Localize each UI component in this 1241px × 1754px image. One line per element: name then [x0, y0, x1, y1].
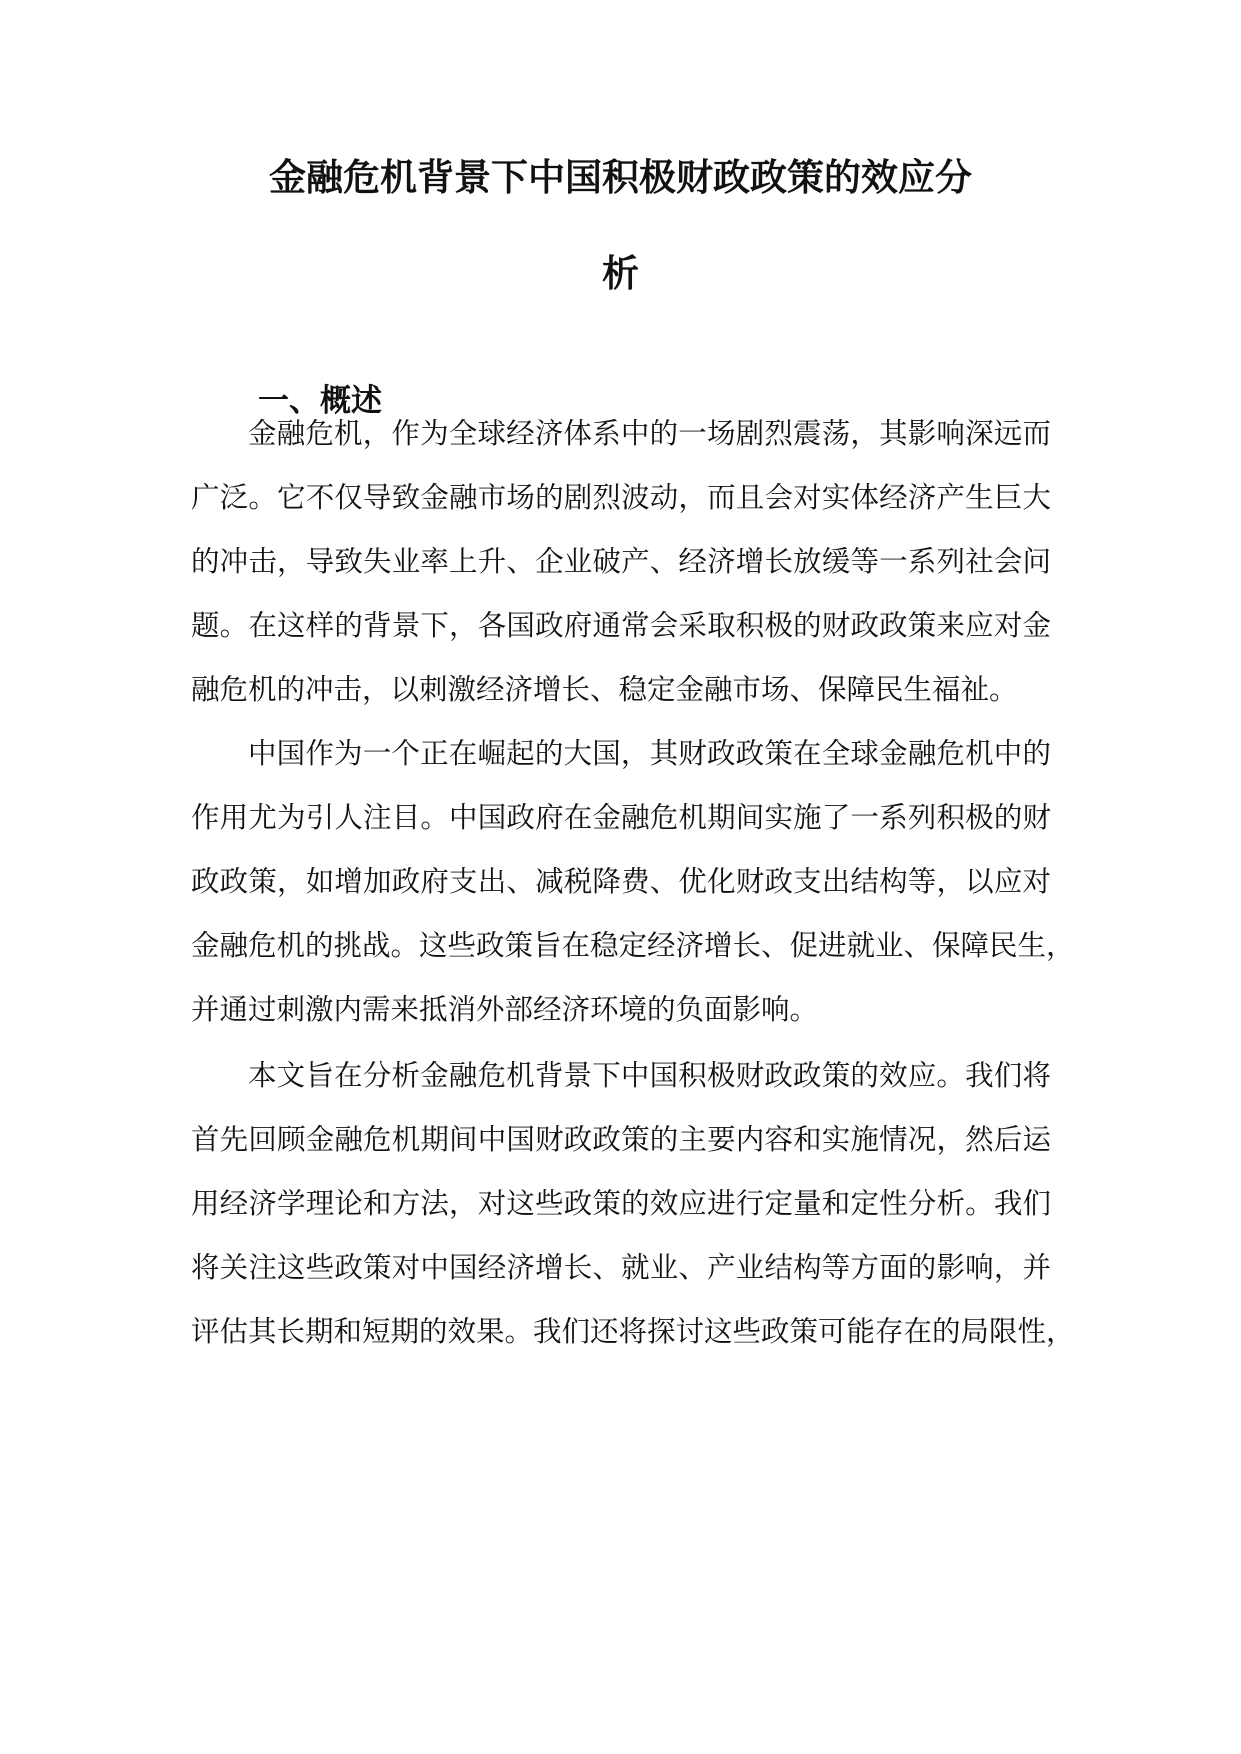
paragraph-3-line-5: 评估其长期和短期的效果。我们还将探讨这些政策可能存在的局限性， [191, 1315, 1075, 1348]
section-heading: 一、概述 [258, 383, 382, 419]
paragraph-1-line-1: 金融危机，作为全球经济体系中的一场剧烈震荡，其影响深远而 [248, 417, 1051, 450]
paragraph-2-line-4: 金融危机的挑战。这些政策旨在稳定经济增长、促进就业、保障民生， [191, 929, 1075, 962]
paragraph-2-line-3: 政政策，如增加政府支出、减税降费、优化财政支出结构等，以应对 [191, 865, 1051, 898]
paragraph-1-line-2: 广泛。它不仅导致金融市场的剧烈波动，而且会对实体经济产生巨大 [191, 481, 1051, 514]
document-title-line-1: 金融危机背景下中国积极财政政策的效应分 [269, 156, 972, 199]
paragraph-3-line-2: 首先回顾金融危机期间中国财政政策的主要内容和实施情况，然后运 [191, 1123, 1051, 1156]
paragraph-1-line-3: 的冲击，导致失业率上升、企业破产、经济增长放缓等一系列社会问 [191, 545, 1051, 578]
paragraph-3-line-3: 用经济学理论和方法，对这些政策的效应进行定量和定性分析。我们 [191, 1187, 1051, 1220]
paragraph-2-line-1: 中国作为一个正在崛起的大国，其财政政策在全球金融危机中的 [248, 737, 1051, 770]
document-title-line-2: 析 [602, 252, 639, 295]
paragraph-3-line-4: 将关注这些政策对中国经济增长、就业、产业结构等方面的影响，并 [191, 1251, 1051, 1284]
paragraph-3-line-1: 本文旨在分析金融危机背景下中国积极财政政策的效应。我们将 [248, 1059, 1051, 1092]
paragraph-2-line-5: 并通过刺激内需来抵消外部经济环境的负面影响。 [191, 993, 819, 1026]
paragraph-1-line-5: 融危机的冲击，以刺激经济增长、稳定金融市场、保障民生福祉。 [191, 673, 1018, 706]
paragraph-1-line-4: 题。在这样的背景下，各国政府通常会采取积极的财政政策来应对金 [191, 609, 1051, 642]
paragraph-2-line-2: 作用尤为引人注目。中国政府在金融危机期间实施了一系列积极的财 [191, 801, 1051, 834]
